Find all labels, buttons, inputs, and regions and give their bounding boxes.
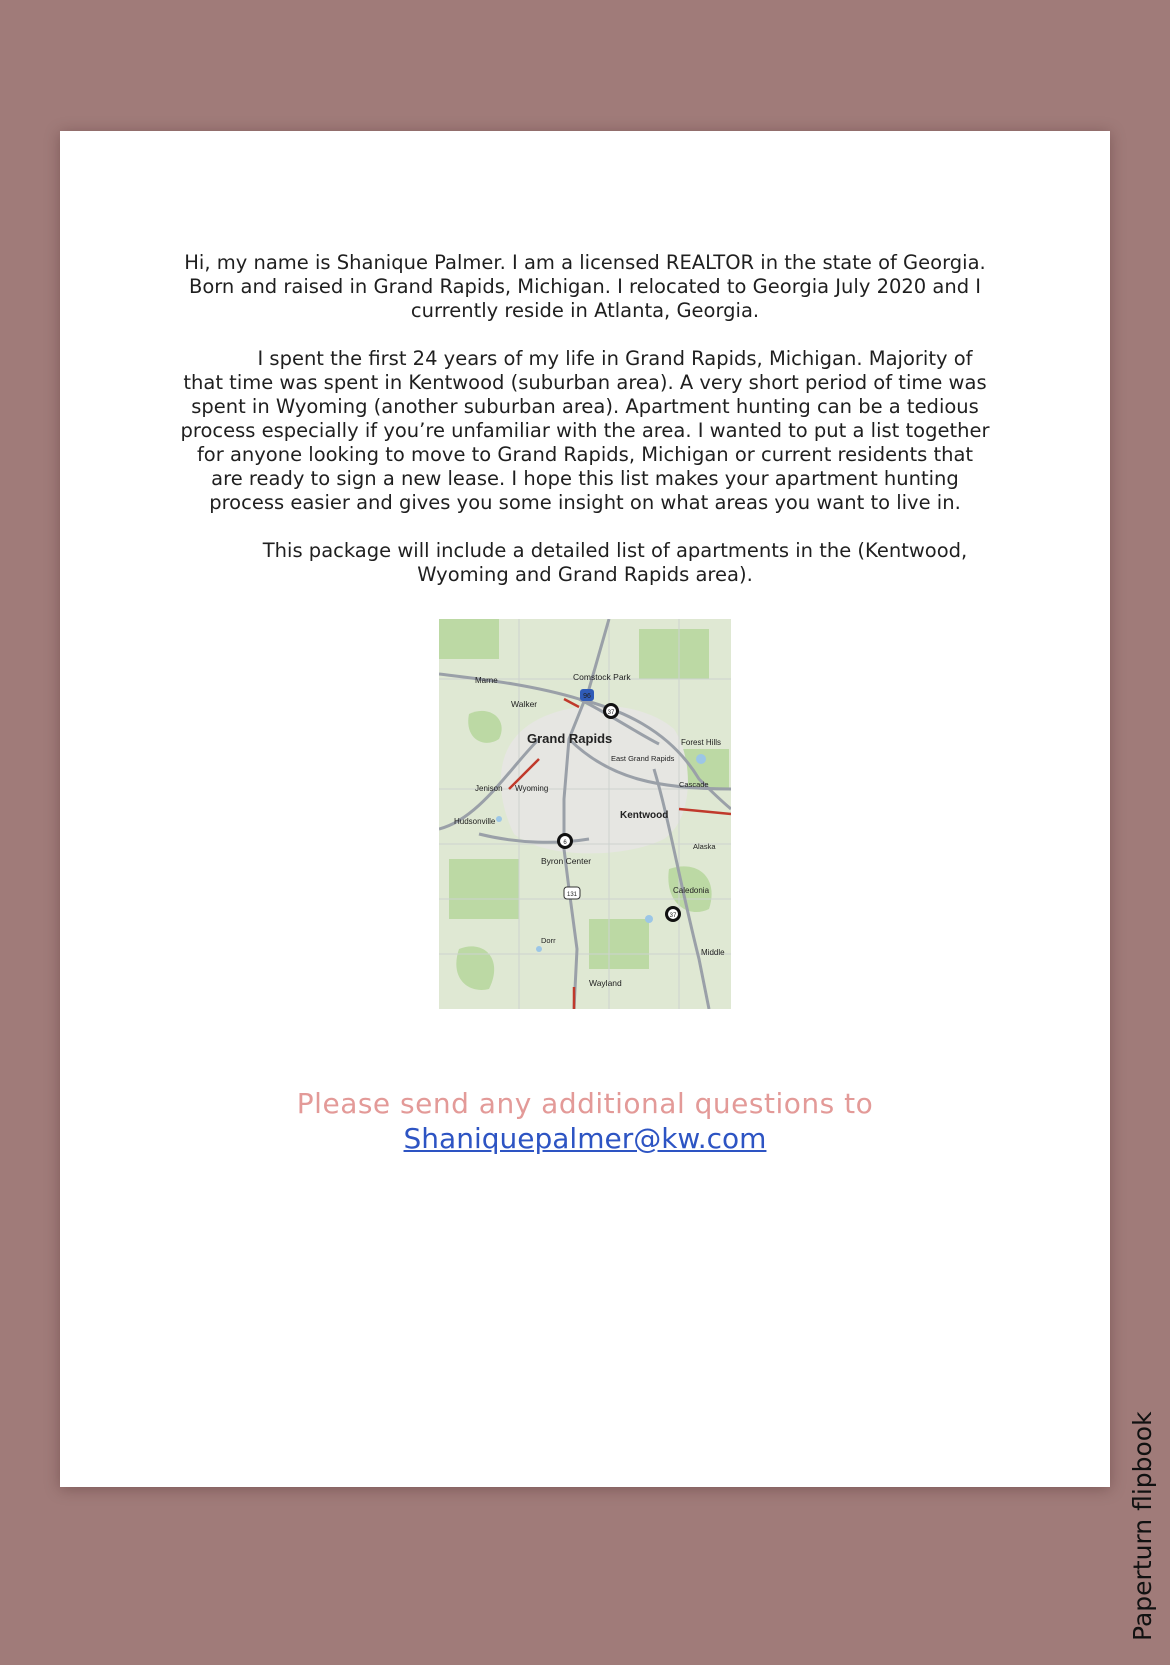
map-label-alaska: Alaska	[693, 842, 716, 851]
intro-paragraph-2: I spent the first 24 years of my life in Grand Rapids, Michigan. Majority of that time was spent in Kentwood (suburban area). A very short period of time was spent in Wyoming (another suburban area). Apartment hunting can be a tedious process especially if you’re unfamiliar with the area. I wanted to put a list together for anyone looking to move to Grand Rapids, Michigan or current residents that are ready to sign a new lease. I hope this list makes your apartment hunting process easier and gives you some insight on what areas you want to live in.	[180, 347, 990, 514]
map-label-kentwood: Kentwood	[620, 810, 669, 821]
intro-text	[180, 251, 990, 611]
svg-text:131: 131	[566, 892, 578, 898]
grand-rapids-map	[439, 619, 731, 1009]
contact-prompt: Please send any additional questions to	[296, 1087, 874, 1120]
map-shield-i96	[580, 689, 594, 701]
map-label-comstock-park: Comstock Park	[573, 672, 631, 682]
map-label-grand-rapids: Grand Rapids	[527, 731, 613, 746]
contact-section	[60, 1086, 1110, 1156]
map-label-cascade: Cascade	[679, 780, 709, 789]
map-shield-us131	[564, 887, 580, 899]
svg-text:37: 37	[669, 913, 677, 919]
map-label-dorr: Dorr	[541, 936, 556, 945]
map-label-walker: Walker	[511, 699, 538, 709]
svg-text:96: 96	[583, 693, 591, 700]
map-label-caledonia: Caledonia	[673, 886, 710, 895]
map-label-forest-hills: Forest Hills	[681, 738, 722, 747]
svg-text:6: 6	[563, 840, 567, 846]
map-label-wayland: Wayland	[589, 978, 622, 988]
map-shield-m37-south	[665, 906, 681, 922]
email-link[interactable]: Shaniquepalmer@kw.com	[403, 1122, 767, 1155]
intro-paragraph-3: This package will include a detailed list of apartments in the (Kentwood, Wyoming and Grand Rapids area).	[262, 539, 968, 586]
map-label-jenison: Jenison	[475, 784, 503, 793]
map-label-east-grand-rapids: East Grand Rapids	[611, 754, 675, 763]
paperturn-watermark[interactable]: Paperturn flipbook	[1128, 1411, 1157, 1641]
map-graphic	[439, 619, 731, 1009]
svg-text:37: 37	[607, 710, 615, 716]
map-urban	[501, 706, 688, 854]
map-label-hudsonville: Hudsonville	[454, 817, 496, 826]
map-label-byron-center: Byron Center	[541, 856, 592, 866]
intro-paragraph-1: Hi, my name is Shanique Palmer. I am a licensed REALTOR in the state of Georgia. Born and raised in Grand Rapids, Michigan. I relocated to Georgia July 2020 and I currently reside in Atlanta, Georgia.	[184, 251, 986, 322]
document-page	[60, 131, 1110, 1487]
map-shield-m6	[557, 833, 573, 849]
map-shield-m37-north	[603, 703, 619, 719]
map-label-middleville: Middle	[701, 948, 725, 957]
map-label-marne: Marne	[475, 676, 498, 685]
map-label-wyoming: Wyoming	[515, 784, 549, 793]
